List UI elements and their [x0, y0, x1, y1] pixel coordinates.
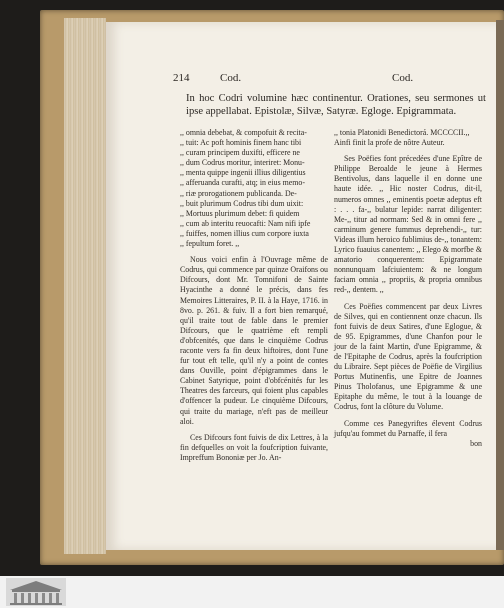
paragraph: Comme ces Panegyriftes élevent Codrus jufqu'au fommet du Parnaffe, il fera: [334, 418, 482, 438]
catchword: bon: [470, 438, 482, 448]
paragraph: Ses Poëfies font précedées d'une Epître de Philippe Beroalde le jeune à Hermes Bentivolus, dans laquelle il en donne une haute idée. ,, Hic noster Codrus, dit-il, numeros omnes ,, eminentis poetæ adeptus eft : . . . fa-,, bulatur lepide: narrat diligenter: Me-,, titur ad normam: Sed & in omni fere ,, carminum genere fummus deprehendi-,, tur: Videas illum heroico fublimius de-,, tonantem: Lyrico fuauius canentem: ,, Elego & morfbe & amatorio conquerentem: Epigrammate nonnunquam lafciuientem: & ne longum faciam omnia ,, propriis, & propria omnibus red-,, dentem. ,,: [334, 154, 482, 295]
running-head-right: Cod.: [392, 72, 414, 84]
book-right-edge: [496, 20, 504, 550]
right-column: [334, 128, 482, 455]
page-number: 214: [173, 72, 190, 84]
paragraph: Ces Poëfies commencent par deux Livres de Silves, qui en contiennent onze chacun. Ils font fuivis de deux Satires, d'une Eglogue, & de 95. Epigrammes, d'une Chanfon pour le jour de la faint Martin, d'une Epigramme, & de l'Epitaphe de Codrus, après la foufcription du Libraire. Sept pièces de Poëfie de Virgilius Portus Mutinenfis, une Epitre de Joannes Pinus Tholofanus, une Epigramme & une Epitaphe du même, le tout à la louange de Codrus, font la clôture du Volume.: [334, 301, 482, 412]
paragraph: Nous voici enfin à l'Ouvrage même de Codrus, qui commence par quinze Oraifons ou Difcours, dont Mr. Tomnifoni de Sainte Hyacinthe a donné le précis, dans fes Memoires Litteraires, P. II. à la Haye, 1716. in 8vo. p. 261. & fuiv. Il a fort bien remarqué, qu'il traite tout de fable dans le premier Difcours, que le quatrième eft rempli d'obfcenités, que dans le cinquième Codrus raconte vers fa fin deux hiftoires, dont l'une fur tout eft telle, qu'il n'y a point de contes dans Ouville, point d'épigrammes dans le Cabinet Satyrique, point d'obfcénités fur les Theatres des farceurs, qui foient plus capables d'offencer la pudeur. Le cinquième Difcours, qui traite du mariage, n'eft pas de meilleur aloi.: [180, 255, 328, 426]
library-building-icon: [6, 578, 66, 606]
running-head-left: Cod.: [220, 72, 242, 84]
left-column: [180, 128, 328, 469]
prose-end-line: Ainfi finit la profe de nôtre Auteur.: [334, 138, 445, 148]
paragraph: Ces Difcours font fuivis de dix Lettres, à la fin defquelles on voit la foufcription fuivante, Impreffum Bononiæ per Jo. An-: [180, 432, 328, 462]
page-edges: [64, 18, 106, 554]
colophon-line: ,, tonia Platonidi Benedictorá. MCCCCII.,,: [334, 128, 470, 137]
latin-quotation: ,, omnia debebat, & compofuit & recita- ,, tuit: Ac poft hominis finem hanc tibi ,, curam principem duxifti, efficere ne ,, dum Codrus moritur, interiret: Monu- ,, menta quippe ingenii illius diligentius ,, afferuanda curafti, atq; in eius memo- ,, riæ prorogationem publicanda. De- ,, buit plurimum Codrus tibi dum uixit: ,, Mortuus plurimum debet: fi quidem ,, cum ab interitu reuocafti: Nam nifi ipfe ,, fuiffes, nomen illius cum corpore iuxta ,, fepultum foret. ,,: [180, 128, 311, 249]
footer-bar: [0, 576, 504, 608]
intro-latin-text: In hoc Codri volumine hæc continentur. Orationes, seu sermones ut ipse appellabat. Epistolæ, Silvæ, Satyræ. Egloge. Epigrammata.: [186, 93, 486, 117]
